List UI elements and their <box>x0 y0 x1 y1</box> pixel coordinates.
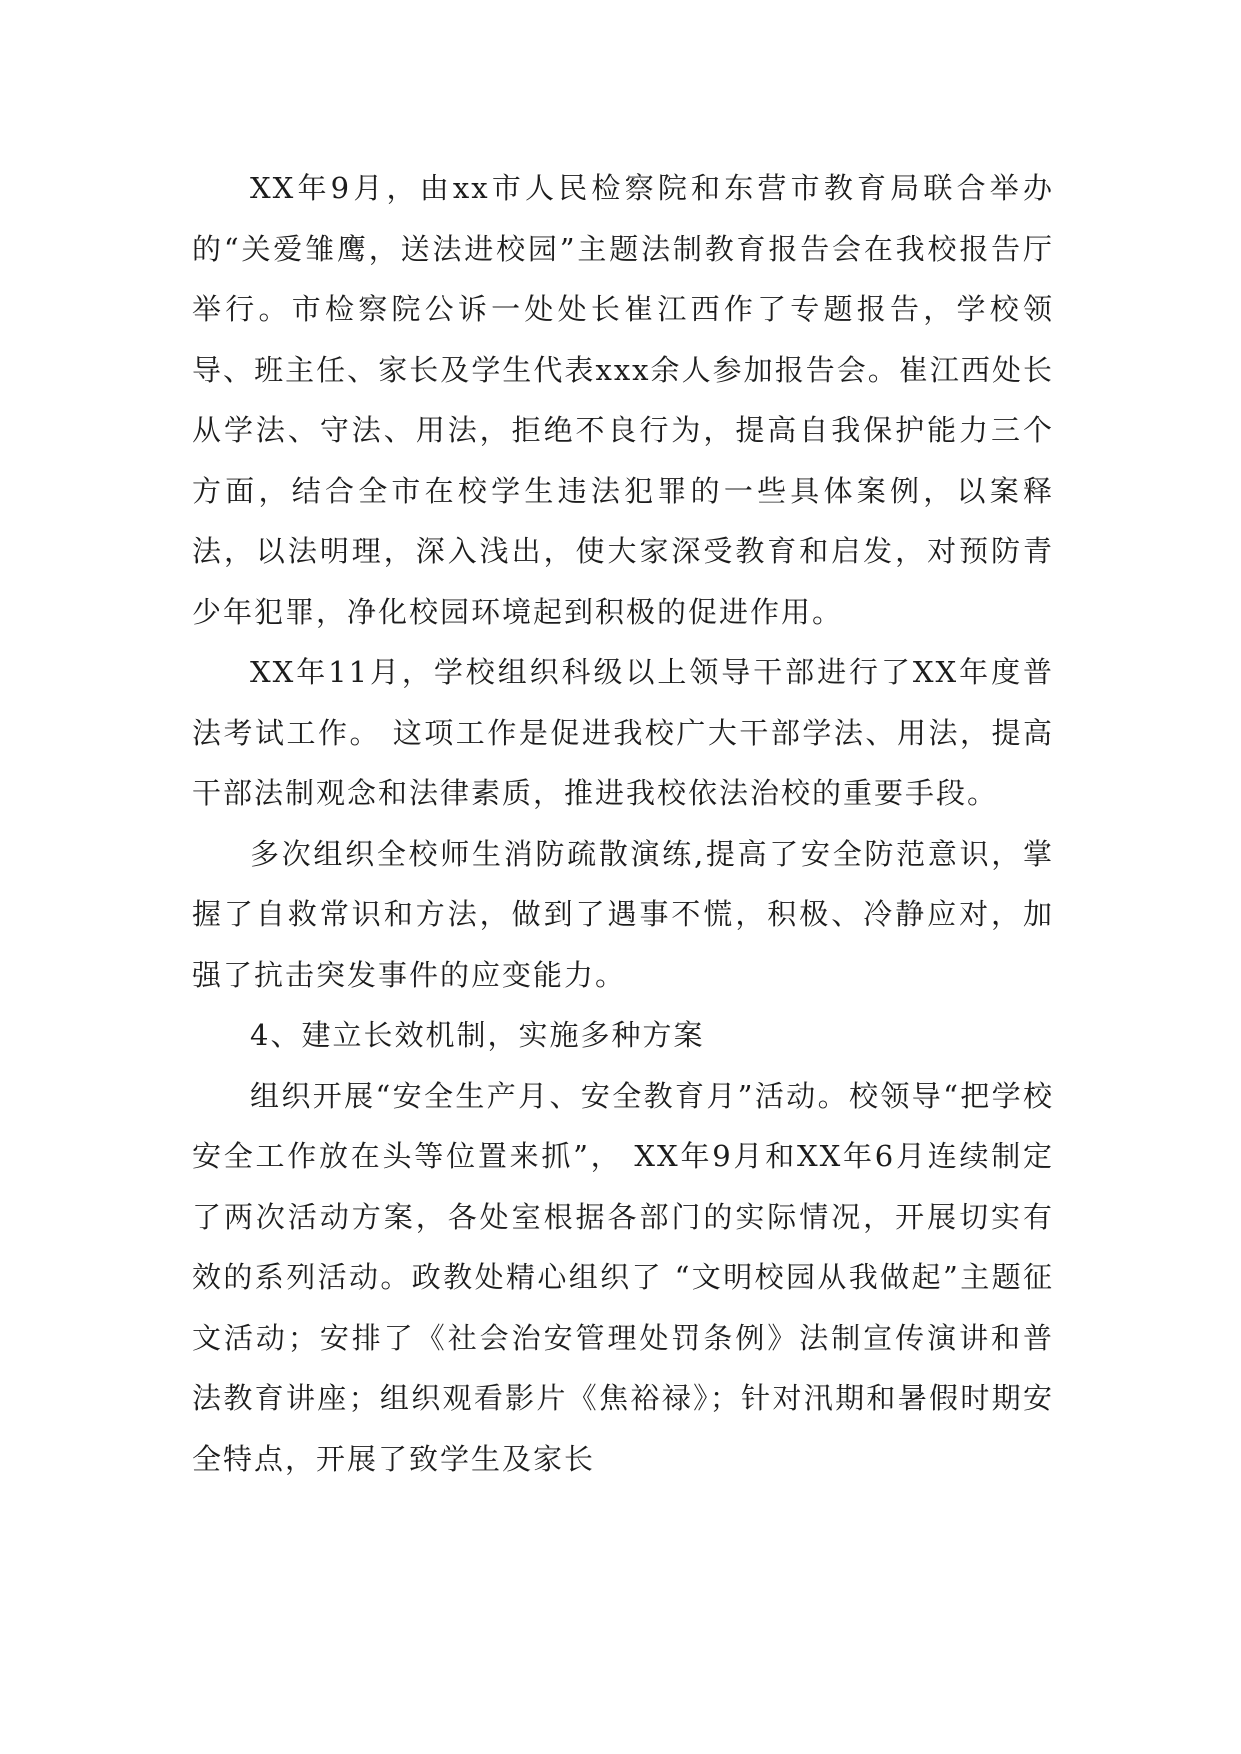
paragraph-procuratorate-report: XX年9月，由xx市人民检察院和东营市教育局联合举办的“关爱雏鹰，送法进校园”主题法制教育报告会在我校报告厅举行。市检察院公诉一处处长崔江西作了专题报告，学校领导、班主任、家长及学生代表xxx余人参加报告会。崔江西处长从学法、守法、用法，拒绝不良行为，提高自我保护能力三个方面，结合全市在校学生违法犯罪的一些具体案例，以案释法，以法明理，深入浅出，使大家深受教育和启发，对预防青少年犯罪，净化校园环境起到积极的促进作用。 <box>192 171 1054 629</box>
section-heading-long-term-mechanism: 4、建立长效机制，实施多种方案 <box>250 1018 705 1052</box>
paragraph-law-exam: XX年11月，学校组织科级以上领导干部进行了XX年度普法考试工作。 这项工作是促进我校广大干部学法、用法，提高干部法制观念和法律素质，推进我校依法治校的重要手段。 <box>192 655 1054 810</box>
paragraph-safety-month: 组织开展“安全生产月、安全教育月”活动。校领导“把学校安全工作放在头等位置来抓”， XX年9月和XX年6月连续制定了两次活动方案，各处室根据各部门的实际情况，开展切实有效的系列活动。政教处精心组织了 “文明校园从我做起”主题征文活动；安排了《社会治安管理处罚条例》法制宣传演讲和普法教育讲座；组织观看影片《焦裕禄》；针对汛期和暑假时期安全特点，开展了致学生及家长 <box>192 1078 1054 1476</box>
paragraph-fire-drill: 多次组织全校师生消防疏散演练,提高了安全防范意识，掌握了自救常识和方法，做到了遇事不慌，积极、冷静应对，加强了抗击突发事件的应变能力。 <box>192 836 1054 992</box>
document-body <box>192 158 1054 1489</box>
